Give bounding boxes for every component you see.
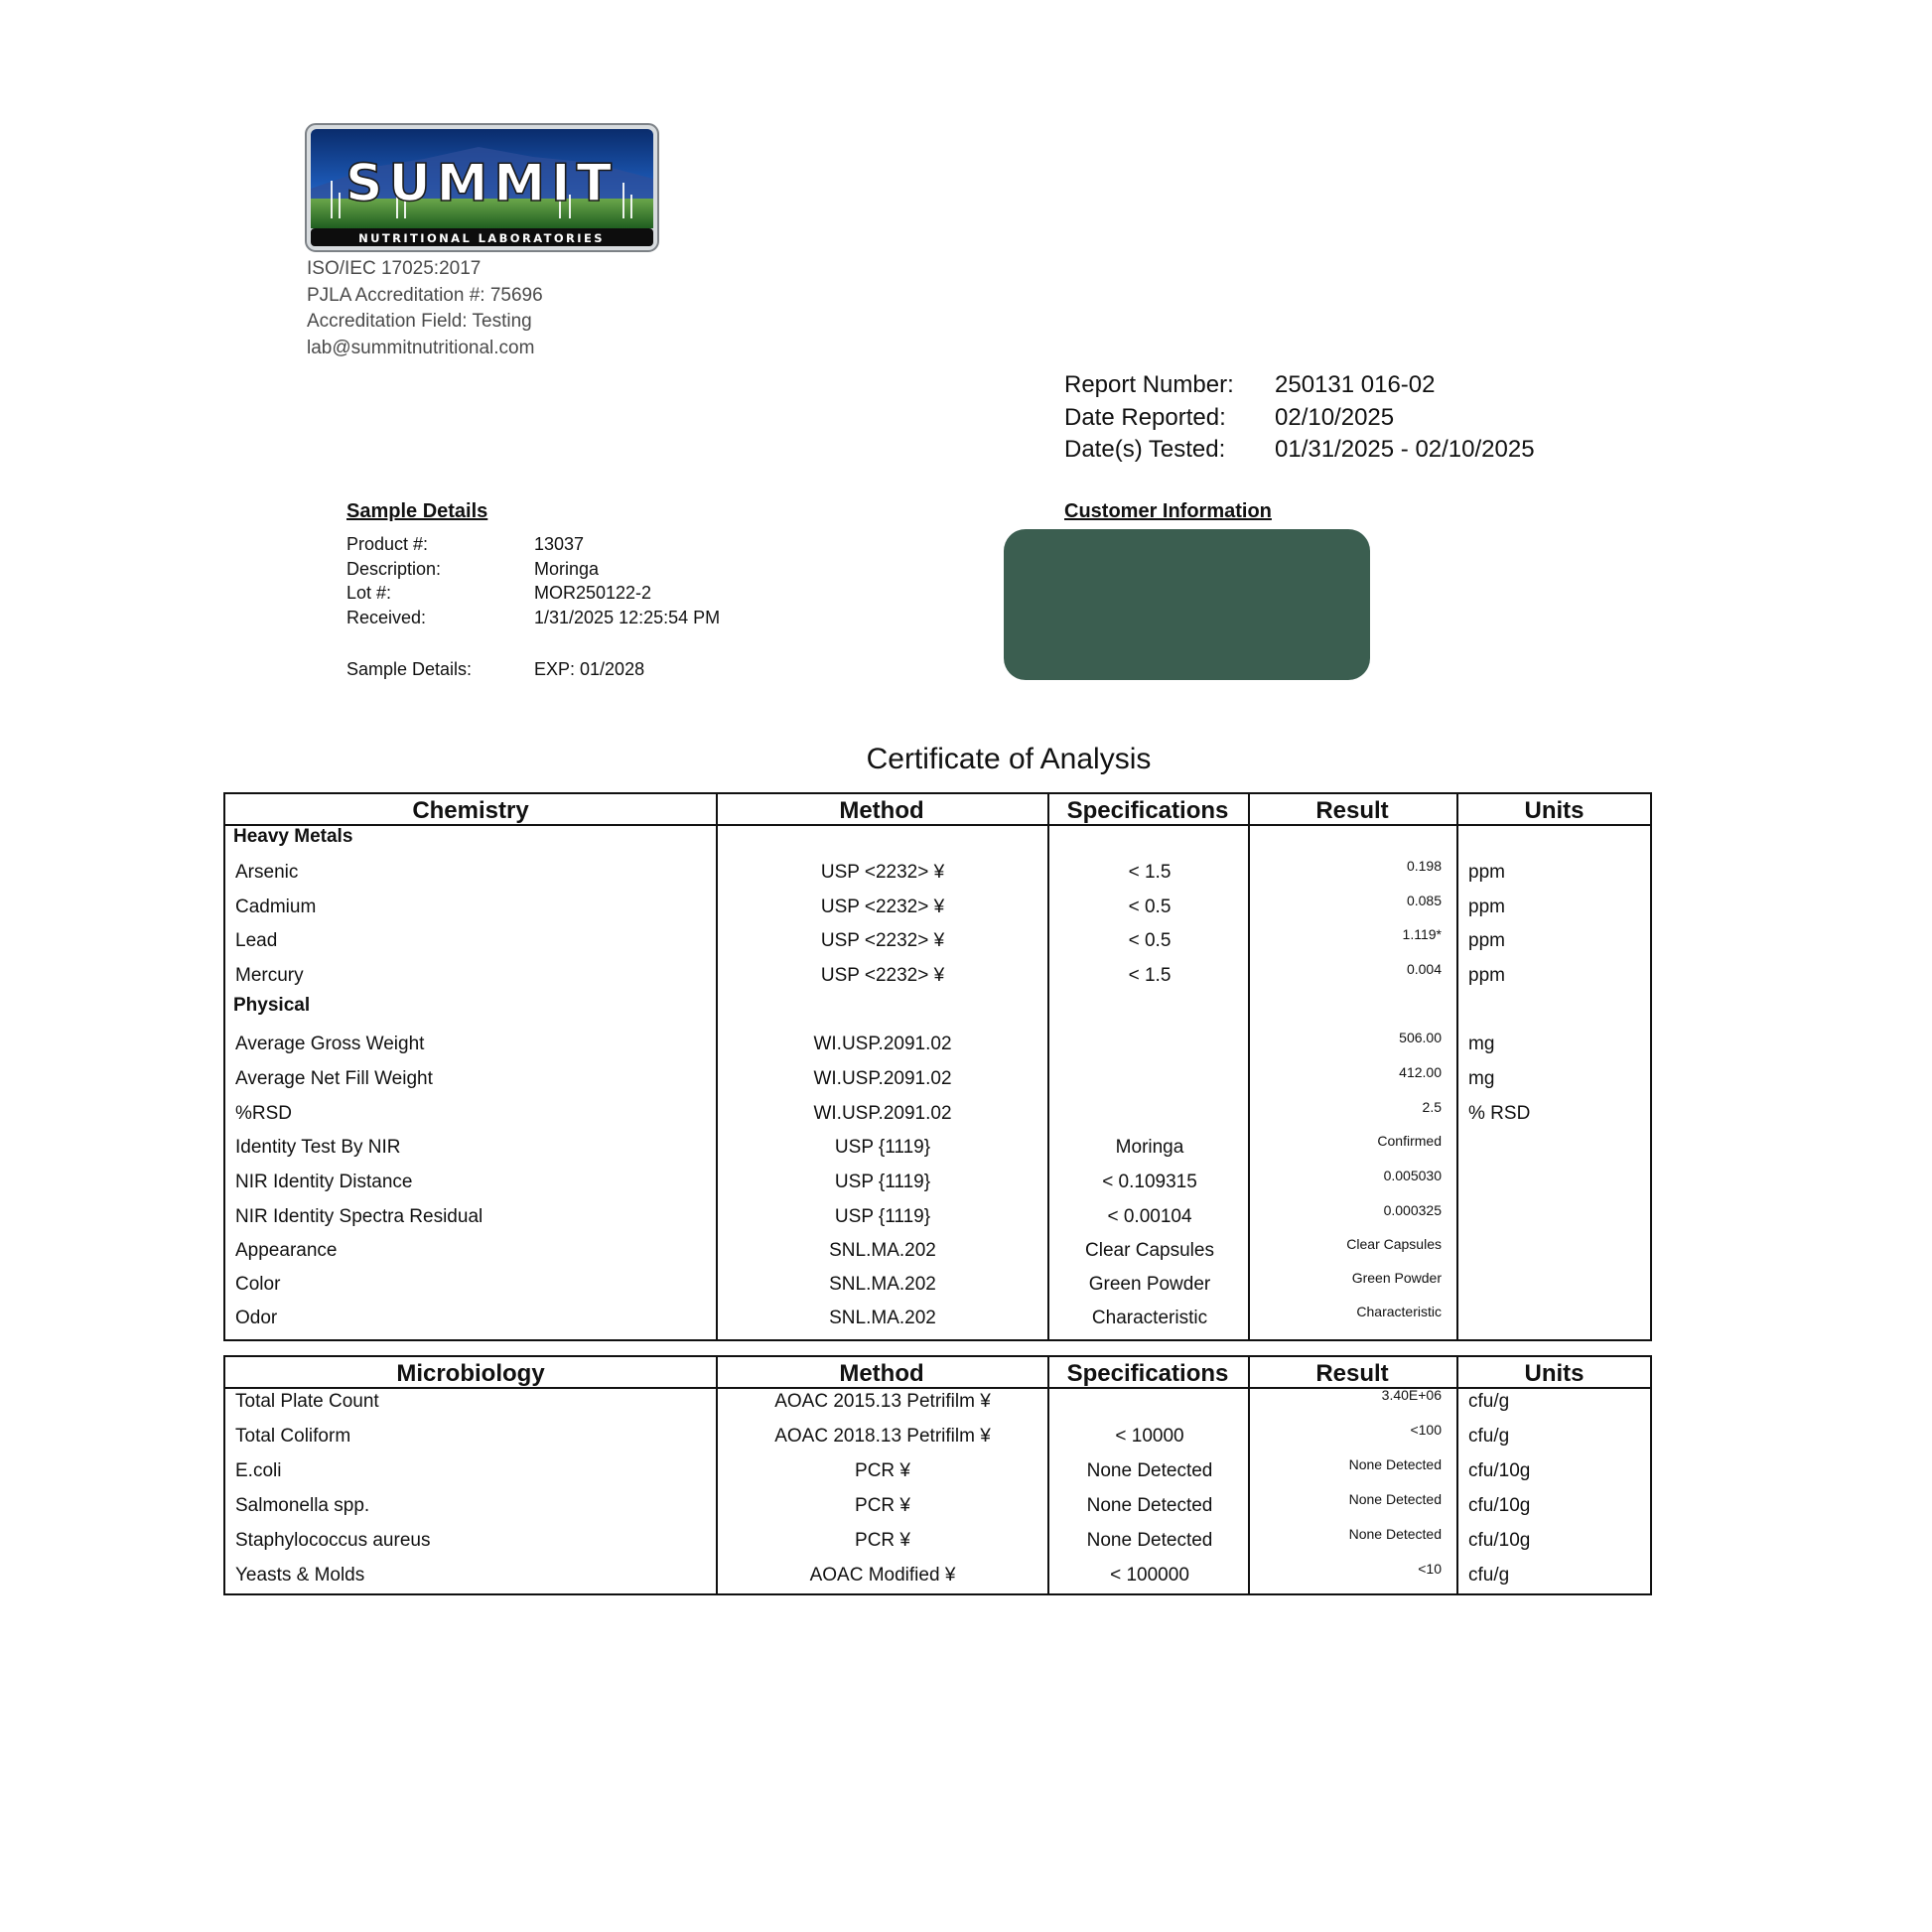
sample-detail-value: 1/31/2025 12:25:54 PM (534, 607, 721, 627)
group-label: Physical (233, 995, 311, 1016)
specification-cell: Green Powder (1088, 1274, 1211, 1295)
analyte-name: NIR Identity Spectra Residual (235, 1206, 483, 1227)
method-cell: USP {1119} (834, 1172, 931, 1192)
units-cell: ppm (1468, 965, 1505, 986)
result-cell: 1.119* (1402, 926, 1442, 942)
analyte-name: Salmonella spp. (235, 1494, 370, 1516)
analyte-name: Lead (235, 930, 278, 951)
header-result: Result (1315, 1360, 1389, 1387)
method-cell: WI.USP.2091.02 (813, 1034, 952, 1054)
table-row (225, 893, 1650, 927)
units-cell: mg (1468, 1034, 1495, 1054)
method-cell: PCR ¥ (855, 1459, 910, 1481)
table-row (225, 1304, 1650, 1338)
header-specifications: Specifications (1066, 797, 1229, 824)
header-result: Result (1315, 797, 1389, 824)
specification-cell: Clear Capsules (1085, 1240, 1214, 1261)
units-cell: cfu/g (1468, 1564, 1510, 1586)
sample-detail-label: Description: (346, 558, 442, 579)
table-row (225, 1387, 1650, 1422)
analyte-name: Total Plate Count (235, 1391, 379, 1412)
table-row (225, 1526, 1650, 1561)
result-cell: Green Powder (1351, 1270, 1442, 1286)
method-cell: PCR ¥ (855, 1529, 910, 1551)
sample-details-table (346, 532, 720, 629)
result-cell: 506.00 (1399, 1030, 1442, 1045)
specification-cell: Moringa (1115, 1137, 1184, 1158)
dates-tested-label: Date(s) Tested: (1064, 436, 1226, 463)
method-cell: USP <2232> ¥ (820, 930, 945, 951)
table-group-row (225, 826, 1650, 861)
analyte-name: Arsenic (235, 862, 299, 883)
result-cell: None Detected (1348, 1490, 1442, 1507)
specification-cell: None Detected (1086, 1459, 1213, 1481)
units-cell: ppm (1468, 862, 1505, 883)
method-cell: SNL.MA.202 (829, 1274, 936, 1295)
accreditation-info (307, 256, 543, 361)
specification-cell: < 0.109315 (1102, 1172, 1197, 1192)
specification-cell: < 0.5 (1128, 897, 1172, 917)
dates-tested-row (1064, 434, 1535, 467)
units-cell: % RSD (1468, 1103, 1531, 1124)
specification-cell: < 0.00104 (1107, 1206, 1192, 1227)
result-cell: 2.5 (1422, 1099, 1442, 1115)
coa-title-wrap (0, 743, 1932, 776)
header-microbiology: Microbiology (396, 1360, 545, 1387)
sample-detail-label: Product #: (346, 534, 429, 554)
sample-expiry-value: EXP: 01/2028 (534, 659, 645, 679)
method-cell: PCR ¥ (855, 1494, 910, 1516)
units-cell: cfu/10g (1468, 1494, 1531, 1516)
header-chemistry: Chemistry (412, 797, 529, 824)
method-cell: USP <2232> ¥ (820, 965, 945, 986)
method-cell: AOAC Modified ¥ (809, 1564, 956, 1586)
table-row (225, 1030, 1650, 1064)
method-cell: AOAC 2018.13 Petrifilm ¥ (774, 1425, 991, 1447)
analyte-name: Odor (235, 1308, 278, 1328)
table-row (225, 1236, 1650, 1271)
units-cell: mg (1468, 1068, 1495, 1089)
sample-expiry-label: Sample Details: (346, 659, 473, 679)
specification-cell: < 1.5 (1128, 965, 1172, 986)
method-cell: USP {1119} (834, 1206, 931, 1227)
specification-cell: < 0.5 (1128, 930, 1172, 951)
result-cell: 0.000325 (1383, 1202, 1442, 1218)
units-cell: cfu/g (1468, 1391, 1510, 1412)
accreditation-line-field: Accreditation Field: Testing (307, 311, 532, 333)
table-row (225, 1491, 1650, 1526)
units-cell: cfu/g (1468, 1425, 1510, 1447)
logo-wordmark: SUMMIT (345, 154, 618, 213)
dates-tested-value: 01/31/2025 - 02/10/2025 (1275, 436, 1535, 463)
sample-detail-value: 13037 (534, 534, 585, 554)
specification-cell: < 1.5 (1128, 862, 1172, 883)
table-row (225, 1133, 1650, 1168)
table-row (225, 1456, 1650, 1491)
result-cell: 0.198 (1406, 858, 1442, 874)
result-cell: 412.00 (1399, 1064, 1442, 1080)
table-row (225, 858, 1650, 893)
microbiology-table (223, 1355, 1652, 1595)
group-label: Heavy Metals (233, 826, 353, 847)
units-cell: cfu/10g (1468, 1529, 1531, 1551)
result-cell: 0.085 (1406, 893, 1442, 908)
sample-expiry-row (346, 659, 644, 680)
sample-detail-row (346, 581, 720, 606)
analyte-name: Color (235, 1274, 281, 1295)
method-cell: WI.USP.2091.02 (813, 1103, 952, 1124)
table-row (225, 1064, 1650, 1099)
header-method: Method (839, 1360, 924, 1387)
method-cell: AOAC 2015.13 Petrifilm ¥ (774, 1391, 991, 1412)
header-units: Units (1524, 797, 1585, 824)
method-cell: USP <2232> ¥ (820, 862, 945, 883)
customer-info-redaction (1004, 529, 1370, 680)
analyte-name: Total Coliform (235, 1425, 351, 1447)
units-cell: ppm (1468, 930, 1505, 951)
header-method: Method (839, 797, 924, 824)
specification-cell: < 100000 (1110, 1564, 1189, 1586)
coa-title: Certificate of Analysis (866, 743, 1152, 775)
customer-info-heading: Customer Information (1064, 500, 1272, 522)
result-cell: Confirmed (1377, 1133, 1442, 1149)
analyte-name: %RSD (235, 1103, 293, 1124)
sample-detail-value: Moringa (534, 558, 600, 579)
table-row (225, 1422, 1650, 1456)
method-cell: USP <2232> ¥ (820, 897, 945, 917)
analyte-name: E.coli (235, 1459, 282, 1481)
table-row (225, 1202, 1650, 1237)
specification-cell: None Detected (1086, 1529, 1213, 1551)
sample-detail-label: Lot #: (346, 583, 392, 603)
result-cell: Clear Capsules (1346, 1236, 1442, 1252)
analyte-name: Average Gross Weight (235, 1034, 425, 1054)
result-cell: Characteristic (1356, 1304, 1442, 1319)
sample-detail-row (346, 557, 720, 582)
header-specifications: Specifications (1066, 1360, 1229, 1387)
analyte-name: Identity Test By NIR (235, 1137, 401, 1158)
result-cell: 0.005030 (1383, 1168, 1442, 1183)
result-cell: 0.004 (1406, 961, 1442, 977)
sample-details-heading: Sample Details (346, 500, 488, 522)
analyte-name: Staphylococcus aureus (235, 1529, 431, 1551)
units-cell: ppm (1468, 897, 1505, 917)
summit-logo-graphic (305, 123, 659, 252)
report-info (1064, 369, 1535, 467)
table-row (225, 961, 1650, 996)
table-row (225, 1270, 1650, 1305)
specification-cell: None Detected (1086, 1494, 1213, 1516)
result-cell: <100 (1410, 1421, 1442, 1438)
logo-tagline: NUTRITIONAL LABORATORIES (358, 231, 605, 245)
analyte-name: Mercury (235, 965, 304, 986)
summit-logo (305, 123, 659, 252)
lab-email: lab@summitnutritional.com (307, 337, 535, 358)
sample-detail-row (346, 532, 720, 557)
table-row (225, 926, 1650, 961)
chemistry-table (223, 792, 1652, 1341)
analyte-name: Appearance (235, 1240, 338, 1261)
analyte-name: Cadmium (235, 897, 317, 917)
table-row (225, 1561, 1650, 1595)
date-reported-label: Date Reported: (1064, 403, 1226, 431)
result-cell: 3.40E+06 (1381, 1387, 1442, 1403)
date-reported-row (1064, 402, 1535, 435)
result-cell: <10 (1418, 1560, 1442, 1577)
analyte-name: Average Net Fill Weight (235, 1068, 433, 1089)
accreditation-line-pjla: PJLA Accreditation #: 75696 (307, 284, 543, 306)
header-units: Units (1524, 1360, 1585, 1387)
report-number-row (1064, 369, 1535, 402)
report-number-label: Report Number: (1064, 371, 1234, 398)
table-row (225, 1099, 1650, 1134)
table-row (225, 1168, 1650, 1202)
report-number-value: 250131 016-02 (1275, 371, 1436, 398)
specification-cell: < 10000 (1115, 1425, 1184, 1447)
method-cell: WI.USP.2091.02 (813, 1068, 952, 1089)
units-cell: cfu/10g (1468, 1459, 1531, 1481)
method-cell: SNL.MA.202 (829, 1308, 936, 1328)
result-cell: None Detected (1348, 1455, 1442, 1472)
accreditation-line-iso: ISO/IEC 17025:2017 (307, 258, 482, 279)
method-cell: SNL.MA.202 (829, 1240, 936, 1261)
analyte-name: NIR Identity Distance (235, 1172, 413, 1192)
sample-detail-row (346, 606, 720, 630)
result-cell: None Detected (1348, 1525, 1442, 1542)
sample-detail-label: Received: (346, 607, 427, 627)
table-group-row (225, 995, 1650, 1030)
specification-cell: Characteristic (1091, 1308, 1208, 1328)
analyte-name: Yeasts & Molds (235, 1564, 365, 1586)
method-cell: USP {1119} (834, 1137, 931, 1158)
date-reported-value: 02/10/2025 (1275, 403, 1395, 431)
sample-detail-value: MOR250122-2 (534, 583, 652, 603)
